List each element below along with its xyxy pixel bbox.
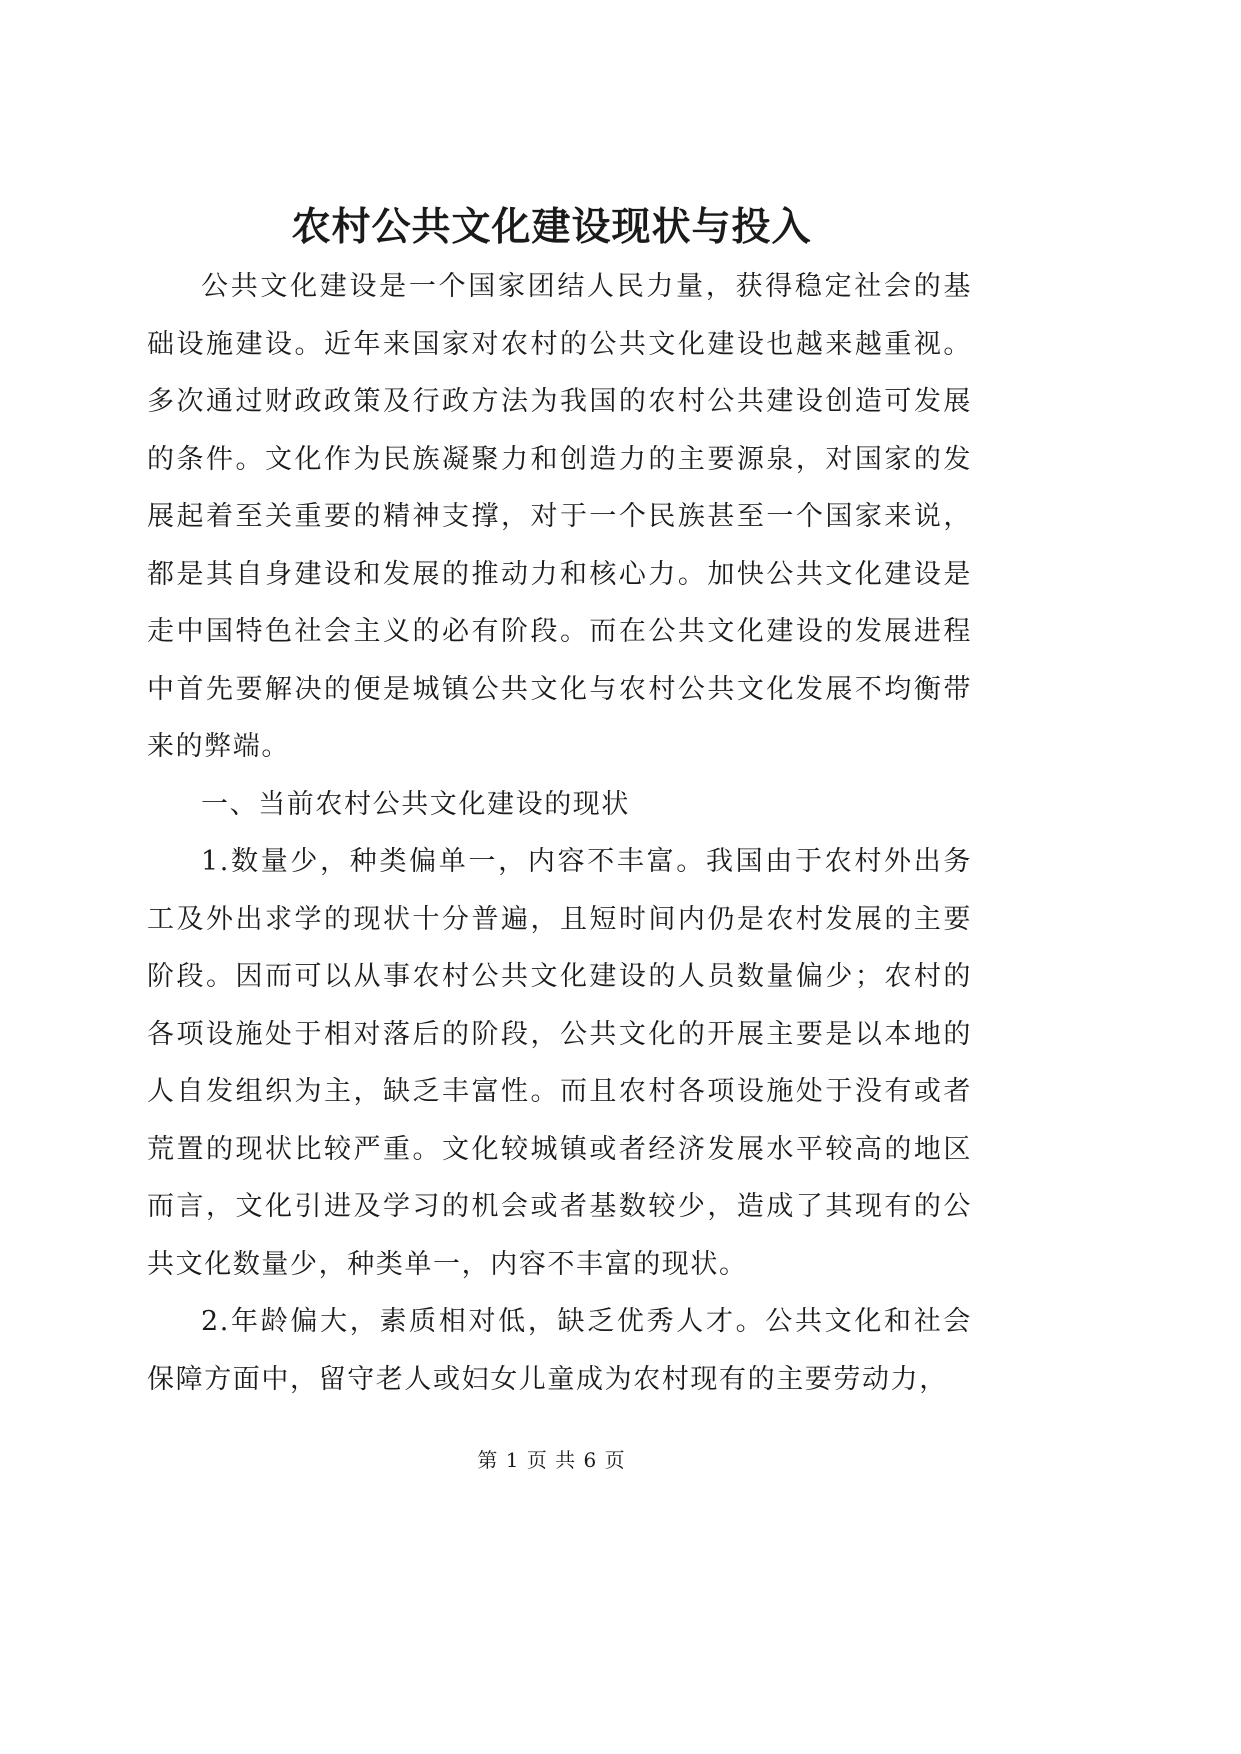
intro-paragraph: 公共文化建设是一个国家团结人民力量，获得稳定社会的基础设施建设。近年来国家对农村的公共文化建设也越来越重视。多次通过财政政策及行政方法为我国的农村公共建设创造可发展的条件。文化作为民族凝聚力和创造力的主要源泉，对国家的发展起着至关重要的精神支撑，对于一个民族甚至一个国家来说，都是其自身建设和发展的推动力和核心力。加快公共文化建设是走中国特色社会主义的必有阶段。而在公共文化建设的发展进程中首先要解决的便是城镇公共文化与农村公共文化发展不均衡带来的弊端。 [147,271,972,762]
page-number-footer: 第 1 页 共 6 页 [477,1448,626,1472]
section-heading: 一、当前农村公共文化建设的现状 [201,788,630,820]
document-title: 农村公共文化建设现状与投入 [291,204,812,250]
point-2-paragraph: 2.年龄偏大，素质相对低，缺乏优秀人才。公共文化和社会保障方面中，留守老人或妇女儿童成为农村现有的主要劳动力， [147,1306,972,1395]
point-1-paragraph: 1.数量少，种类偏单一，内容不丰富。我国由于农村外出务工及外出求学的现状十分普遍，且短时间内仍是农村发展的主要阶段。因而可以从事农村公共文化建设的人员数量偏少；农村的各项设施处于相对落后的阶段，公共文化的开展主要是以本地的人自发组织为主，缺乏丰富性。而且农村各项设施处于没有或者荒置的现状比较严重。文化较城镇或者经济发展水平较高的地区而言，文化引进及学习的机会或者基数较少，造成了其现有的公共文化数量少，种类单一，内容不丰富的现状。 [147,846,972,1280]
document-body [147,258,972,1408]
